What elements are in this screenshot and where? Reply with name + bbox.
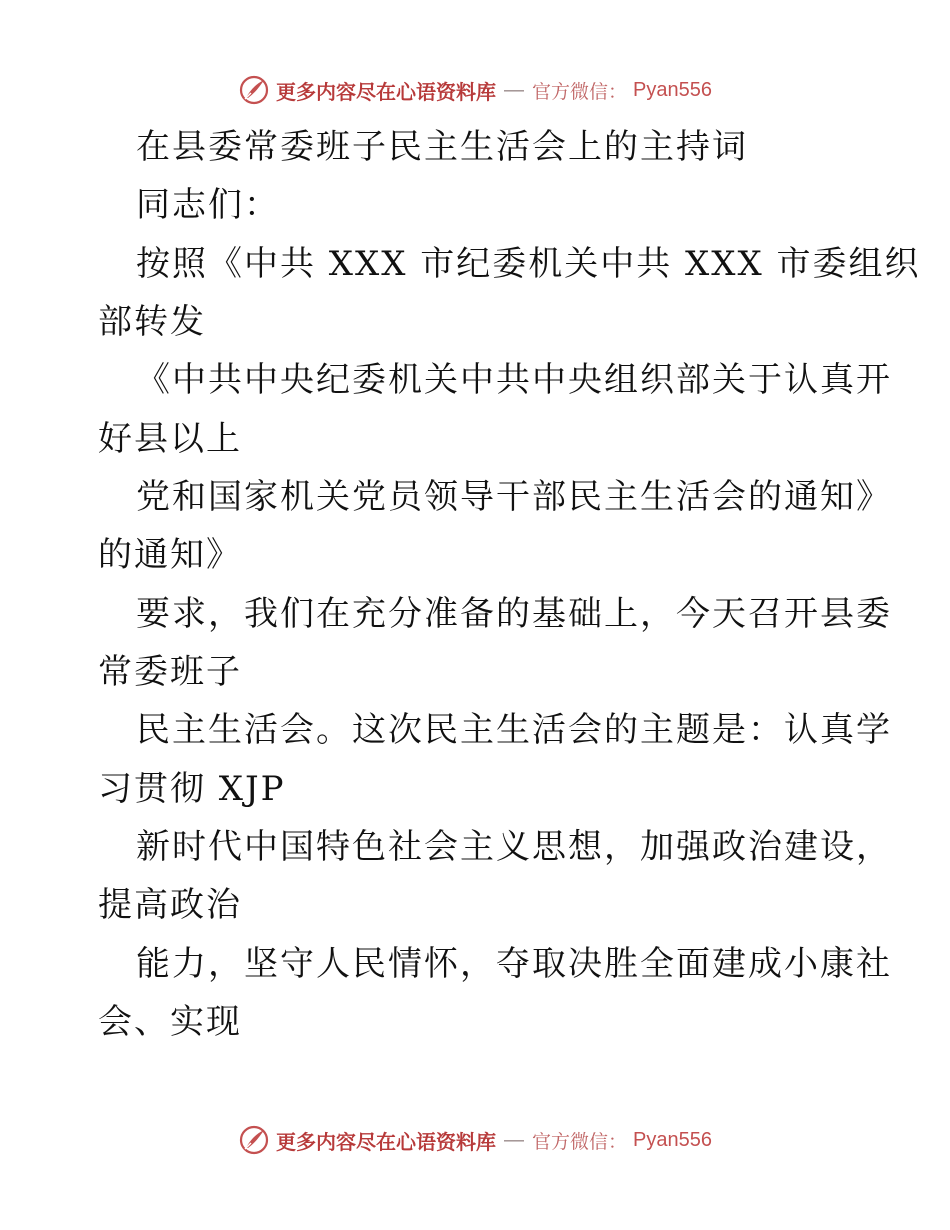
footer-watermark [0,1120,950,1160]
paragraph-line: 民主生活会。这次民主生活会的主题是：认真学 [136,710,892,750]
paragraph-line: 按照《中共 XXX 市纪委机关中共 XXX 市委组织 [136,244,921,284]
paragraph-line: 党和国家机关党员领导干部民主生活会的通知》 [136,477,892,517]
paragraph-line: 要求，我们在充分准备的基础上，今天召开县委 [136,594,892,634]
watermark-label: 官方微信： [532,80,628,103]
paragraph-line: 好县以上 [98,419,242,459]
header-watermark [0,70,950,110]
watermark-dash: — [504,78,524,101]
watermark-brand: 更多内容尽在心语资料库 [276,1129,496,1154]
salutation: 同志们： [136,185,280,225]
watermark-wechat-id: Pyan556 [633,78,712,101]
feather-pen-logo-icon [238,1124,270,1156]
paragraph-line: 的通知》 [98,535,242,575]
paragraph-line: 部转发 [98,302,206,342]
watermark-label: 官方微信： [532,1130,628,1153]
paragraph-line: 新时代中国特色社会主义思想，加强政治建设， [136,827,892,867]
paragraph-line: 能力，坚守人民情怀，夺取决胜全面建成小康社 [136,944,892,984]
paragraph-line: 提高政治 [98,885,242,925]
paragraph-line: 《中共中央纪委机关中共中央组织部关于认真开 [136,360,892,400]
paragraph-line: 常委班子 [98,652,242,692]
watermark-dash: — [504,1128,524,1151]
paragraph-line: 习贯彻 XJP [98,769,286,809]
watermark-brand: 更多内容尽在心语资料库 [276,79,496,104]
document-title: 在县委常委班子民主生活会上的主持词 [136,127,748,167]
feather-pen-logo-icon [238,74,270,106]
paragraph-line: 会、实现 [98,1002,242,1042]
watermark-wechat-id: Pyan556 [633,1128,712,1151]
